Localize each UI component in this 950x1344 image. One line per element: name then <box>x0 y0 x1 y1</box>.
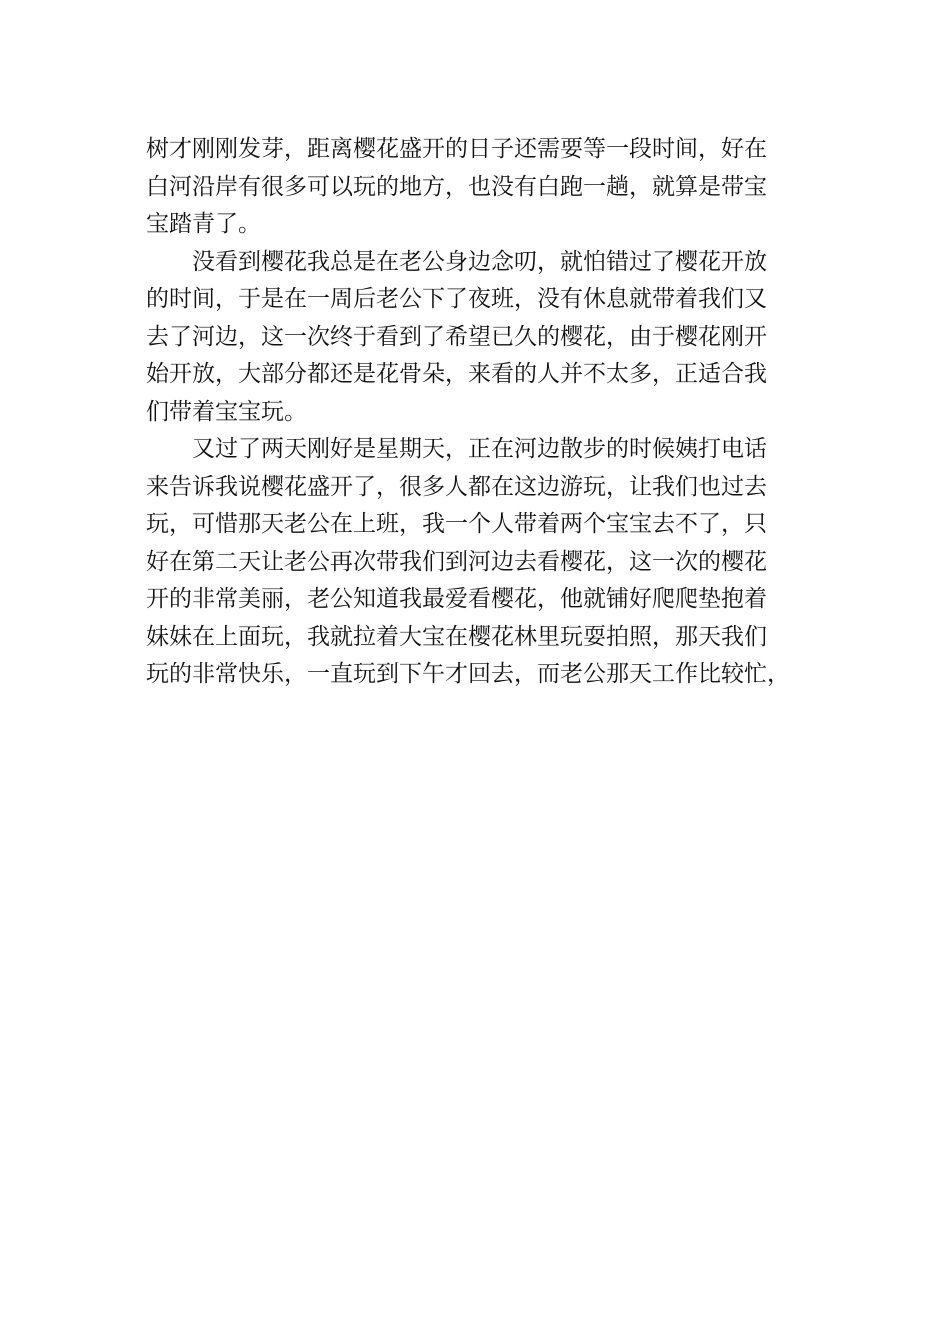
text-line: 好在第二天让老公再次带我们到河边去看樱花，这一次的樱花 <box>146 548 767 575</box>
text-line: 妹妹在上面玩，我就拉着大宝在樱花林里玩耍拍照，那天我们 <box>146 623 767 650</box>
text-line: 又过了两天刚好是星期天，正在河边散步的时候姨打电话 <box>146 436 767 462</box>
text-line: 白河沿岸有很多可以玩的地方，也没有白跑一趟，就算是带宝 <box>146 173 767 200</box>
text-line: 树才刚刚发芽，距离樱花盛开的日子还需要等一段时间，好在 <box>146 136 767 162</box>
text-line: 玩的非常快乐，一直玩到下午才回去，而老公那天工作比较忙， <box>146 661 790 687</box>
text-line: 去了河边，这一次终于看到了希望已久的樱花，由于樱花刚开 <box>146 323 767 350</box>
text-line: 玩，可惜那天老公在上班，我一个人带着两个宝宝去不了，只 <box>146 511 767 537</box>
text-line: 们带着宝宝玩。 <box>146 398 307 425</box>
text-line: 始开放，大部分都还是花骨朵，来看的人并不太多，正适合我 <box>146 361 767 387</box>
text-line: 的时间，于是在一周后老公下了夜班，没有休息就带着我们又 <box>146 286 767 312</box>
text-line: 宝踏青了。 <box>146 211 261 237</box>
text-line: 开的非常美丽，老公知道我最爱看樱花，他就铺好爬爬垫抱着 <box>146 586 767 612</box>
text-line: 来告诉我说樱花盛开了，很多人都在这边游玩，让我们也过去 <box>146 473 767 500</box>
text-line: 没看到樱花我总是在老公身边念叨，就怕错过了樱花开放 <box>146 248 767 275</box>
body-text <box>146 131 806 694</box>
